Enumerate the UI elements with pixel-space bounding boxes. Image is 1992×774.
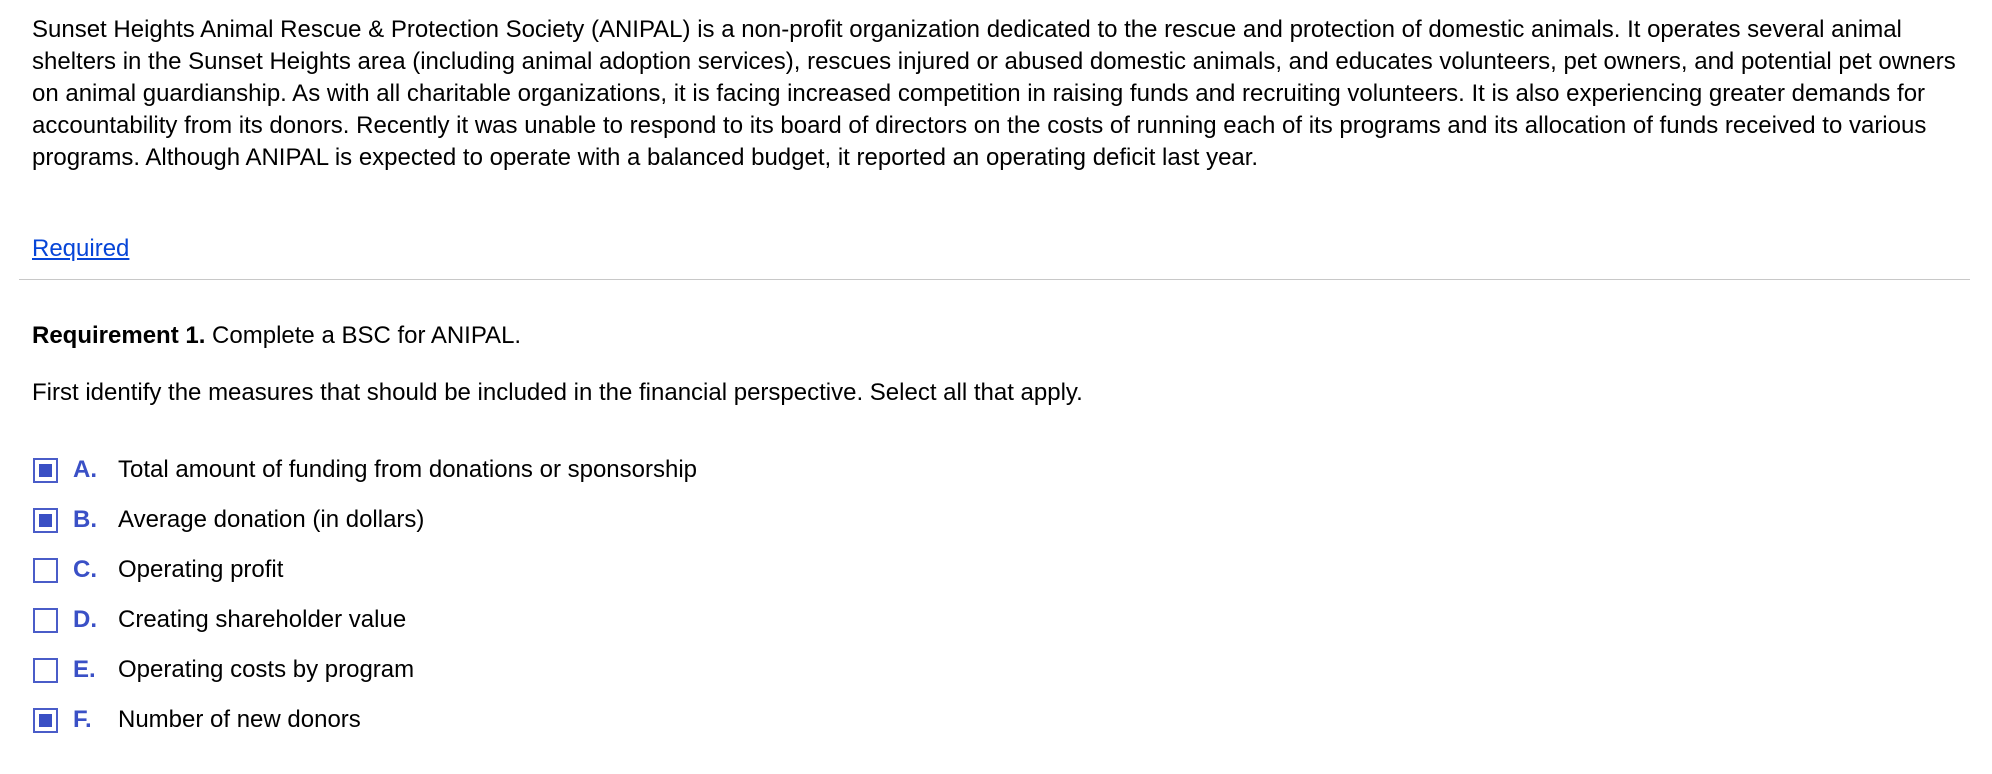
option-e-letter: E.	[73, 656, 96, 683]
required-link[interactable]: Required	[32, 235, 130, 262]
option-f-checkbox[interactable]	[33, 708, 58, 733]
option-d[interactable]	[33, 604, 697, 636]
option-f[interactable]	[33, 704, 697, 736]
option-d-letter: D.	[73, 606, 97, 633]
requirement-heading	[32, 320, 521, 352]
option-b-label: Average donation (in dollars)	[118, 506, 425, 533]
option-c[interactable]	[33, 554, 697, 586]
option-b[interactable]	[33, 504, 697, 536]
option-a[interactable]	[33, 454, 697, 486]
option-c-checkbox[interactable]	[33, 558, 58, 583]
question-instruction: First identify the measures that should be included in the financial perspective. Select all that apply.	[32, 379, 1083, 406]
option-a-label: Total amount of funding from donations or sponsorship	[118, 456, 698, 483]
option-a-letter: A.	[73, 456, 97, 483]
requirement-text: Complete a BSC for ANIPAL.	[205, 322, 522, 349]
problem-description: Sunset Heights Animal Rescue & Protection Society (ANIPAL) is a non-profit organization dedicated to the rescue and protection of domestic animals. It operates several animal shelters in the Sunset Heights area (including animal adoption services), rescues injured or abused domestic animals, and educates volunteers, pet owners, and potential pet owners on animal guardianship. As with all charitable organizations, it is facing increased competition in raising funds and recruiting volunteers. It is also experiencing greater demands for accountability from its donors. Recently it was unable to respond to its board of directors on the costs of running each of its programs and its allocation of funds received to various programs. Although ANIPAL is expected to operate with a balanced budget, it reported an operating deficit last year.	[32, 16, 1956, 171]
option-b-checkbox[interactable]	[33, 508, 58, 533]
option-c-label: Operating profit	[118, 556, 284, 583]
option-c-letter: C.	[73, 556, 97, 583]
option-d-label: Creating shareholder value	[118, 606, 407, 633]
option-e[interactable]	[33, 654, 697, 686]
option-b-letter: B.	[73, 506, 97, 533]
option-e-label: Operating costs by program	[118, 656, 415, 683]
requirement-label: Requirement 1.	[32, 322, 206, 349]
option-e-checkbox[interactable]	[33, 658, 58, 683]
option-f-label: Number of new donors	[118, 706, 361, 733]
option-f-letter: F.	[73, 706, 92, 733]
option-d-checkbox[interactable]	[33, 608, 58, 633]
option-a-checkbox[interactable]	[33, 458, 58, 483]
answer-options-list	[33, 454, 697, 754]
section-divider	[19, 279, 1970, 280]
